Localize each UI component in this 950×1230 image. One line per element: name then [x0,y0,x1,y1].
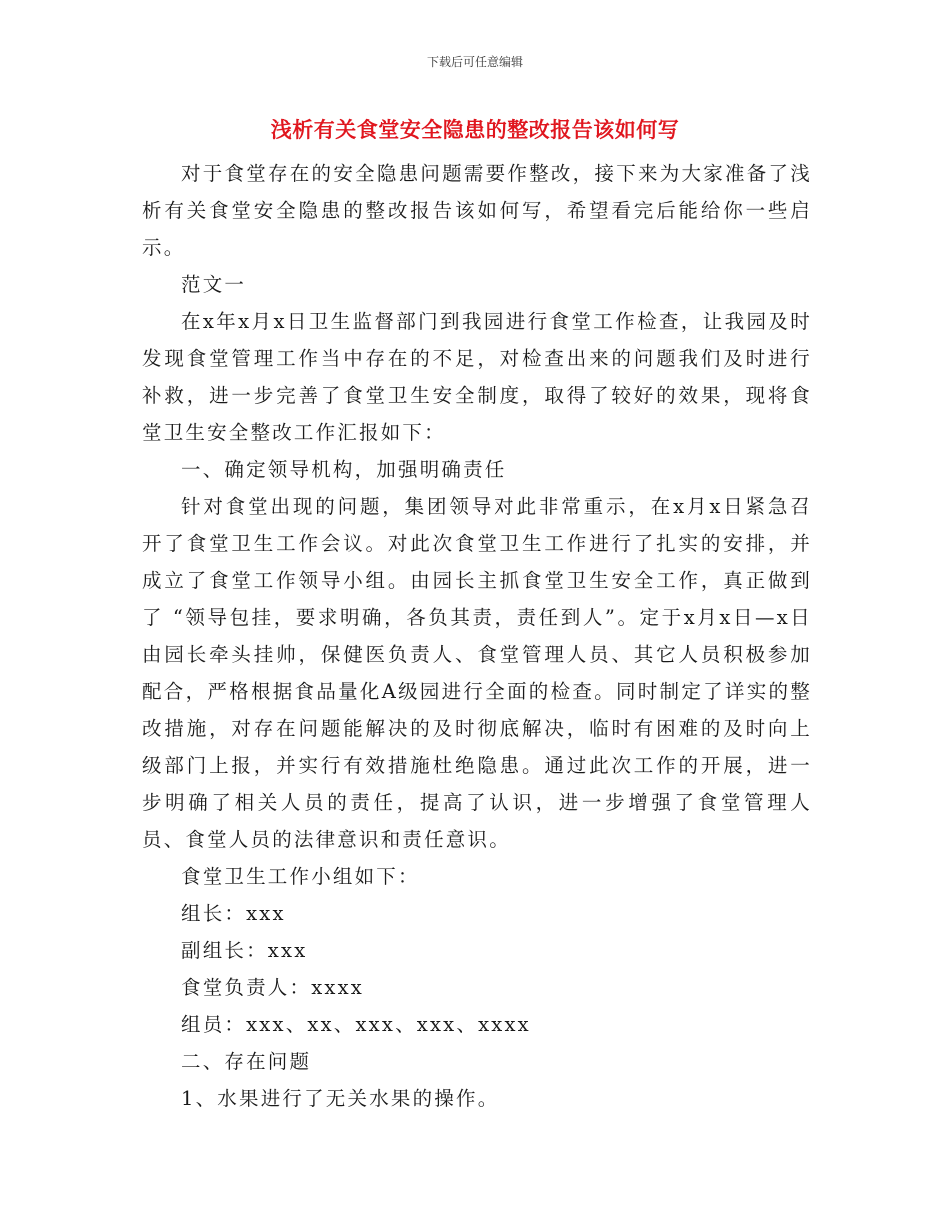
group-members: 组员：xxx、xx、xxx、xxx、xxxx [181,1013,531,1036]
group-deputy-leader: 副组长：xxx [181,939,308,962]
section-heading-1: 一、确定领导机构，加强明确责任 [181,458,507,481]
header-note: 下载后可任意编辑 [426,55,523,69]
paragraph-inspection: 在x年x月x日卫生监督部门到我园进行食堂工作检查，让我园及时发现食堂管理工作当中存在的不足，对检查出来的问题我们及时进行补救，进一步完善了食堂卫生安全制度，取得了较好的效果，现将食堂卫生安全整改工作汇报如下： [142,310,812,444]
group-intro: 食堂卫生工作小组如下： [181,865,420,888]
sample-heading: 范文一 [181,273,247,296]
group-leader: 组长：xxx [181,902,286,925]
section-heading-2: 二、存在问题 [181,1050,312,1073]
paragraph-leadership: 针对食堂出现的问题，集团领导对此非常重示，在x月x日紧急召开了食堂卫生工作会议。对此次食堂卫生工作进行了扎实的安排，并成立了食堂工作领导小组。由园长主抓食堂卫生安全工作，真正做到了 “领导包挂，要求明确，各负其责，责任到人”。定于x月x日—x日由园长牵头挂帅，保健医负责人、食堂管理人员、其它人员积极参加配合，严格根据食品量化A级园进行全面的检查。同时制定了详实的整改措施，对存在问题能解决的及时彻底解决，临时有困难的及时向上级部门上报，并实行有效措施杜绝隐患。通过此次工作的开展，进一步明确了相关人员的责任，提高了认识，进一步增强了食堂管理人员、食堂人员的法律意识和责任意识。 [142,495,812,851]
document-title: 浅析有关食堂安全隐患的整改报告该如何写 [270,118,680,142]
group-canteen-manager: 食堂负责人：xxxx [181,976,364,999]
problem-item-1: 1、水果进行了无关水果的操作。 [181,1087,500,1110]
document-body [142,155,812,1117]
intro-paragraph: 对于食堂存在的安全隐患问题需要作整改，接下来为大家准备了浅析有关食堂安全隐患的整改报告该如何写，希望看完后能给你一些启示。 [142,162,812,259]
